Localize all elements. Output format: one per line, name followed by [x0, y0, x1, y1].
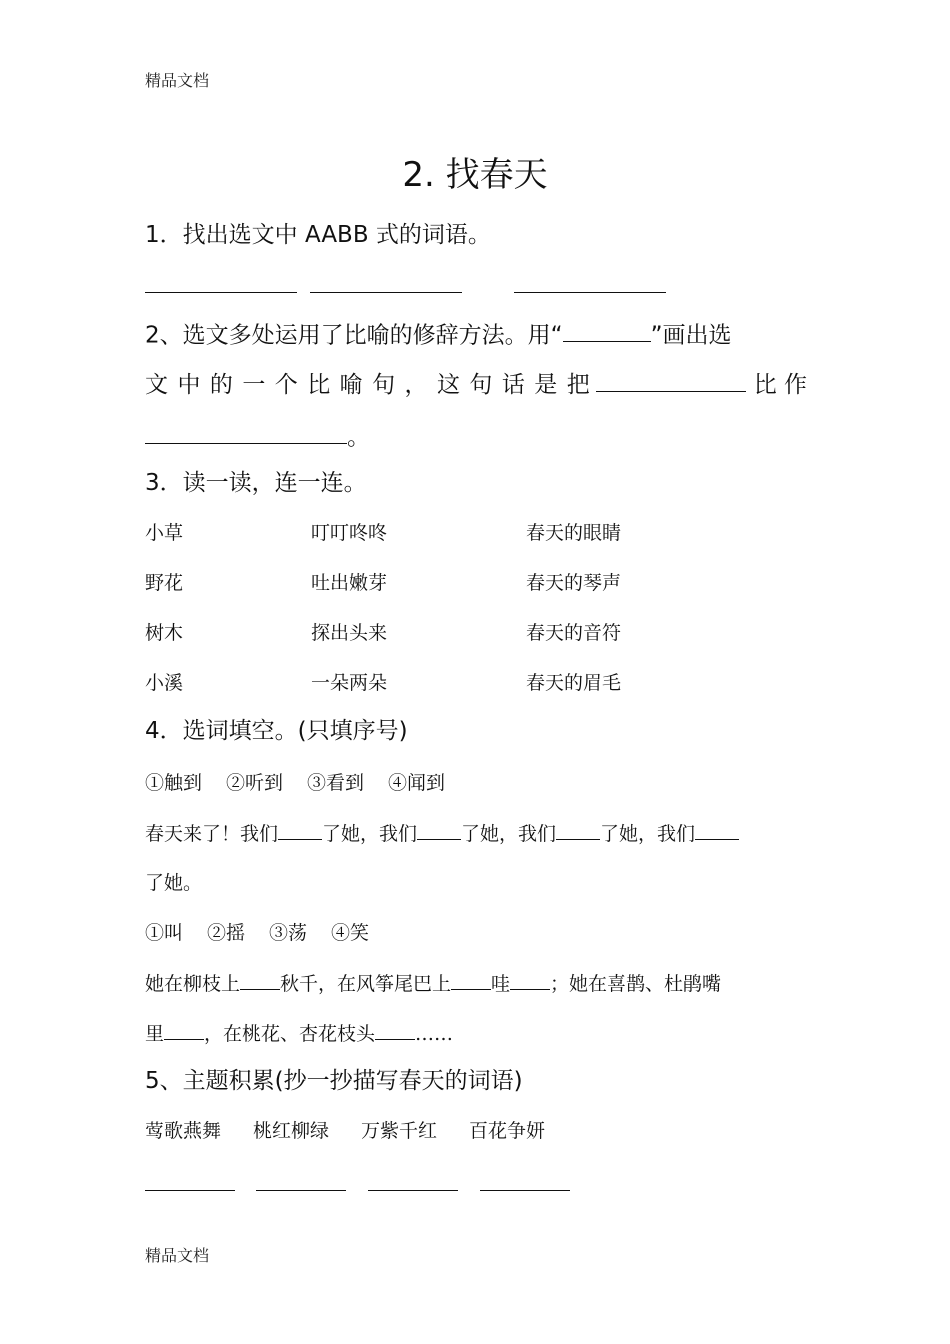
q2-blank-subject[interactable]: [596, 366, 746, 392]
answer-blank-2[interactable]: [310, 292, 462, 293]
sentence-text: ；她在喜鹊、杜鹃嘴: [550, 972, 722, 995]
match-column-3: [526, 518, 621, 718]
option-item: ①叫: [145, 922, 184, 944]
q2-char: 这: [436, 372, 460, 399]
option-item: ①触到: [145, 772, 203, 794]
q2-char: 文: [145, 372, 168, 399]
answer-blank-3[interactable]: [514, 292, 666, 293]
word-item: 莺歌燕舞: [145, 1120, 222, 1142]
word-item: 桃红柳绿: [253, 1120, 330, 1142]
question-2-line-3: [145, 418, 370, 454]
q2-char: 是: [534, 372, 558, 399]
question-2-line-1: [145, 316, 731, 352]
q2-line3-end: 。: [347, 424, 370, 451]
sentence-text: 了她，我们: [322, 822, 418, 845]
q2-char: 的: [209, 372, 233, 399]
match-item[interactable]: 探出头来: [311, 622, 388, 644]
sentence-text: ……: [415, 1022, 454, 1045]
option-item: ③看到: [307, 772, 365, 794]
q2-char: 比: [307, 372, 331, 399]
q5-words: [145, 1116, 545, 1146]
match-item[interactable]: 春天的眉毛: [526, 672, 622, 694]
q2-char: 喻: [339, 372, 363, 399]
option-item: ②听到: [226, 772, 284, 794]
sentence-text: 里: [145, 1022, 165, 1045]
copy-blank-3[interactable]: [368, 1190, 458, 1191]
page-title: 2. 找春天: [402, 155, 548, 195]
page-header: 精品文档: [145, 71, 210, 90]
q4-sentence-2: [145, 968, 721, 999]
q2-char: 个: [274, 372, 298, 399]
copy-blank-1[interactable]: [145, 1190, 235, 1191]
sentence-text: 秋千，在风筝尾巴上: [280, 972, 452, 995]
q4-sentence-3: [145, 1018, 453, 1049]
q2-blank-object[interactable]: [145, 418, 347, 444]
sentence-text: 哇: [491, 972, 511, 995]
match-item[interactable]: 小草: [145, 522, 184, 544]
q4-sentence-1-end: 了她。: [145, 872, 203, 894]
copy-blank-2[interactable]: [256, 1190, 346, 1191]
fill-blank[interactable]: [556, 818, 600, 840]
match-item[interactable]: 春天的琴声: [526, 572, 622, 594]
question-3: 3．读一读，连一连。: [145, 470, 367, 496]
q2-char: 话: [501, 372, 525, 399]
fill-blank[interactable]: [417, 818, 461, 840]
fill-blank[interactable]: [451, 968, 491, 990]
q2-char: 一: [242, 372, 266, 399]
q2-line2-text: [145, 368, 596, 402]
option-item: ②摇: [207, 922, 246, 944]
match-column-2: [311, 518, 387, 718]
q4-options-1: [145, 768, 445, 798]
match-item[interactable]: 一朵两朵: [311, 672, 388, 694]
q4-sentence-1: [145, 818, 739, 849]
fill-blank[interactable]: [375, 1018, 415, 1040]
sentence-text: ，在桃花、杏花枝头: [204, 1022, 376, 1045]
match-item[interactable]: 叮叮咚咚: [311, 522, 388, 544]
match-item[interactable]: 小溪: [145, 672, 184, 694]
q2-blank-mark[interactable]: [563, 316, 651, 342]
fill-blank[interactable]: [164, 1018, 204, 1040]
question-5: 5、主题积累(抄一抄描写春天的词语): [145, 1068, 523, 1094]
fill-blank[interactable]: [278, 818, 322, 840]
word-item: 百花争妍: [469, 1120, 546, 1142]
option-item: ④闻到: [388, 772, 446, 794]
q2-char: 把: [566, 372, 590, 399]
match-item[interactable]: 树木: [145, 622, 184, 644]
sentence-text: 了她，我们: [461, 822, 557, 845]
word-item: 万紫千红: [361, 1120, 438, 1142]
q2-text-b: ”画出选: [650, 322, 732, 349]
fill-blank[interactable]: [695, 818, 739, 840]
copy-blank-4[interactable]: [480, 1190, 570, 1191]
match-item[interactable]: 春天的音符: [526, 622, 622, 644]
option-item: ③荡: [269, 922, 308, 944]
fill-blank[interactable]: [240, 968, 280, 990]
q2-text-a: 2、选文多处运用了比喻的修辞方法。用“: [145, 322, 563, 349]
match-item[interactable]: 吐出嫩芽: [311, 572, 388, 594]
q4-options-2: [145, 918, 369, 948]
option-item: ④笑: [331, 922, 370, 944]
q2-char: 句: [372, 372, 396, 399]
sentence-text: 春天来了！我们: [145, 822, 279, 845]
question-4: 4．选词填空。(只填序号): [145, 718, 408, 744]
match-item[interactable]: 春天的眼睛: [526, 522, 622, 544]
question-2-line-2: [145, 366, 807, 402]
q2-char: 句: [469, 372, 493, 399]
answer-blank-1[interactable]: [145, 292, 297, 293]
q2-char: ，: [404, 372, 428, 399]
fill-blank[interactable]: [510, 968, 550, 990]
question-1: 1．找出选文中 AABB 式的词语。: [145, 222, 491, 248]
match-item[interactable]: 野花: [145, 572, 184, 594]
sentence-text: 了她，我们: [600, 822, 696, 845]
q2-char: 中: [177, 372, 201, 399]
sentence-text: 她在柳枝上: [145, 972, 241, 995]
match-column-1: [145, 518, 183, 718]
q2-line2-end: 比 作: [753, 372, 807, 399]
page-footer: 精品文档: [145, 1246, 210, 1265]
